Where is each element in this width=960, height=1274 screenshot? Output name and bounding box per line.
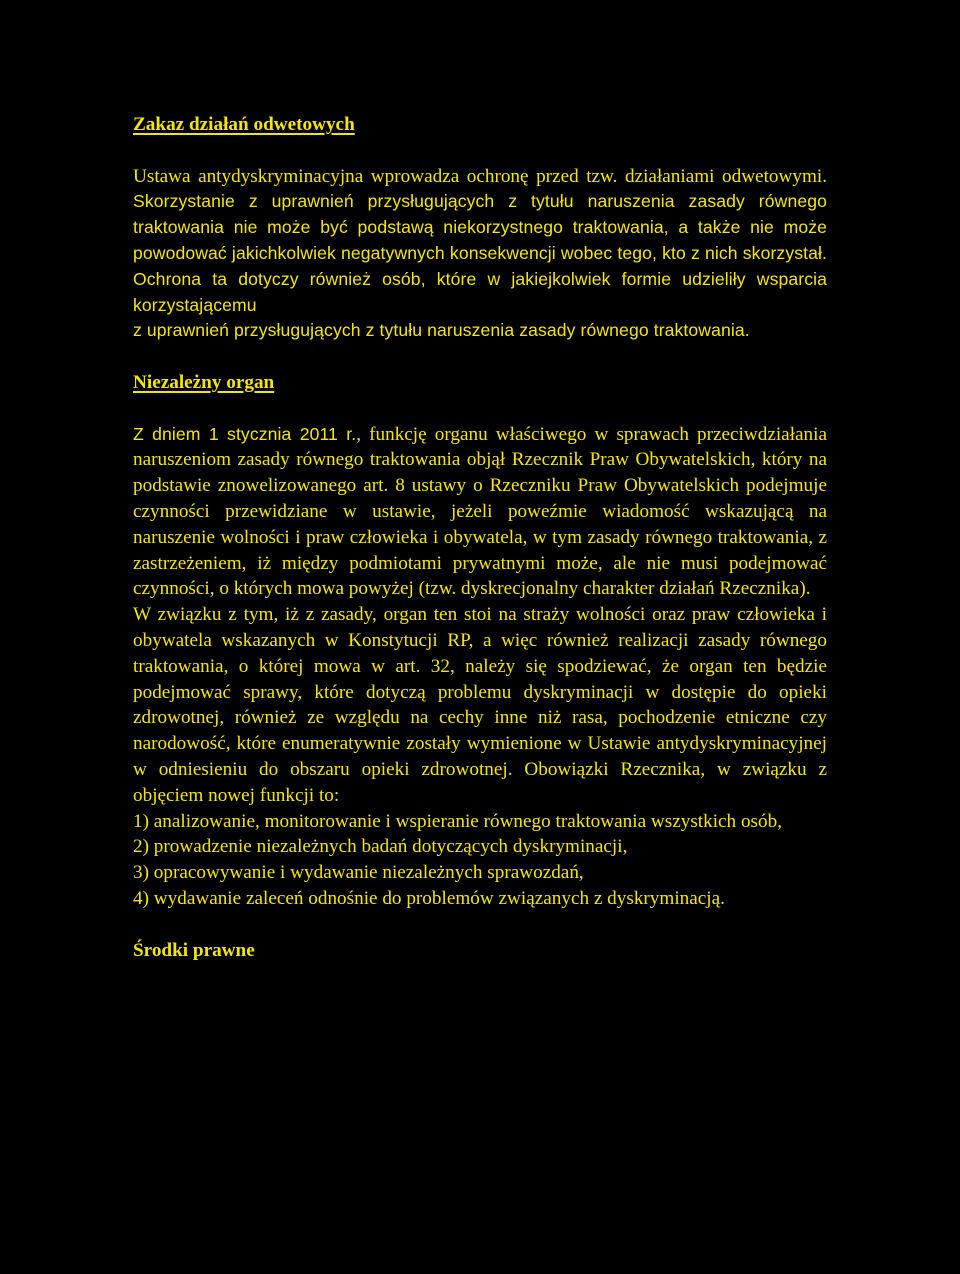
document-page: [133, 112, 827, 963]
list-item: 3) opracowywanie i wydawanie niezależnych sprawozdań,: [133, 862, 584, 884]
paragraph-independent-1-date: Z dniem 1 stycznia 2011 r.: [133, 423, 357, 444]
paragraph-retaliation-2: z uprawnień przysługujących z tytułu naruszenia zasady równego traktowania.: [133, 320, 750, 341]
section-heading-retaliation: Zakaz działań odwetowych: [133, 114, 355, 135]
section-heading-legal-remedies: Środki prawne: [133, 939, 255, 961]
list-item: 4) wydawanie zaleceń odnośnie do problemów związanych z dyskryminacją.: [133, 887, 725, 909]
paragraph-independent-1: [133, 422, 827, 603]
paragraph-retaliation-1-serif: Ustawa antydyskryminacyjna wprowadza ochronę przed tzw. działaniami odwetowymi.: [133, 165, 827, 187]
list-item: 1) analizowanie, monitorowanie i wspieranie równego traktowania wszystkich osób,: [133, 810, 782, 832]
section-heading-independent-body: Niezależny organ: [133, 371, 275, 393]
paragraph-retaliation-1-sans: Skorzystanie z uprawnień przysługujących z tytułu naruszenia zasady równego traktowania nie może być podstawą niekorzystnego traktowania, a także nie może powodować jakichkolwiek negatywnych konsekwencji wobec tego, kto z nich skorzystał. Ochrona ta dotyczy również osób, które w jakiejkolwiek formie udzieliły wsparcia korzystającemu: [133, 191, 827, 315]
list-item: 2) prowadzenie niezależnych badań dotyczących dyskryminacji,: [133, 836, 628, 858]
paragraph-independent-1-rest: , funkcję organu właściwego w sprawach przeciwdziałania naruszeniom zasady równego traktowania objął Rzecznik Praw Obywatelskich, który na podstawie znowelizowanego art. 8 ustawy o Rzeczniku Praw Obywatelskich podejmuje czynności przewidziane w ustawie, jeżeli poweźmie wiadomość wskazującą na naruszenie wolności i praw człowieka i obywatela, w tym zasady równego traktowania, z zastrzeżeniem, iż między podmiotami prywatnymi może, ale nie musi podejmować czynności, o których mowa powyżej (tzw. dyskrecjonalny charakter działań Rzecznika).: [133, 423, 827, 600]
paragraph-retaliation-1: [133, 164, 827, 319]
paragraph-independent-2: W związku z tym, iż z zasady, organ ten stoi na straży wolności oraz praw człowieka i obywatela wskazanych w Konstytucji RP, a więc również realizacji zasady równego traktowania, o której mowa w art. 32, należy się spodziewać, że organ ten będzie podejmować sprawy, które dotyczą problemu dyskryminacji w dostępie do opieki zdrowotnej, również ze względu na cechy inne niż rasa, pochodzenie etniczne czy narodowość, które enumeratywnie zostały wymienione w Ustawie antydyskryminacyjnej w odniesieniu do obszaru opieki zdrowotnej. Obowiązki Rzecznika, w związku z objęciem nowej funkcji to:: [133, 604, 827, 806]
